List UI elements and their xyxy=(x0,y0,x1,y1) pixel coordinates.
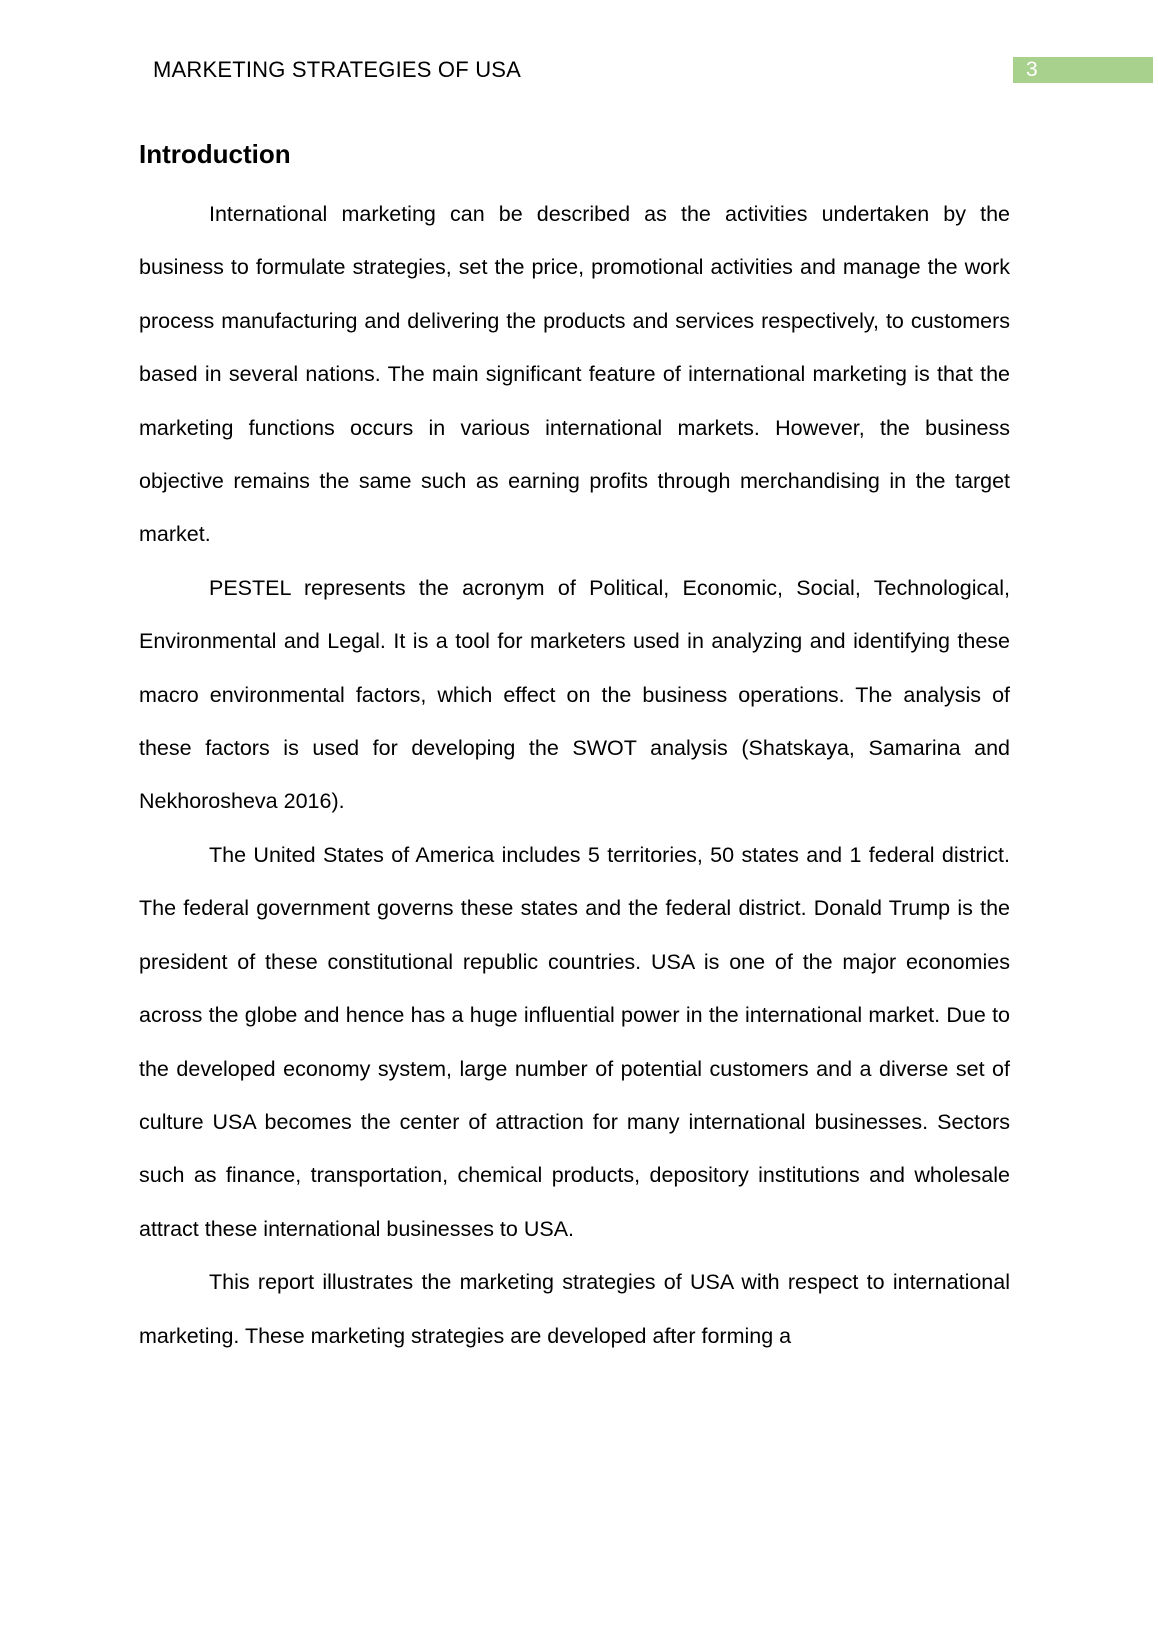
page-number: 3 xyxy=(1026,58,1038,81)
body-text xyxy=(139,188,1010,1363)
paragraph-pestel: PESTEL represents the acronym of Political, Economic, Social, Technological, Environmental and Legal. It is a tool for marketers used in analyzing and identifying these macro environmental factors, which effect on the business operations. The analysis of these factors is used for developing the SWOT analysis (Shatskaya, Samarina and Nekhorosheva 2016). xyxy=(139,575,1010,814)
paragraph-report-scope: This report illustrates the marketing strategies of USA with respect to international marketing. These marketing strategies are developed after forming a xyxy=(139,1270,1010,1348)
paragraph-definition: International marketing can be described as the activities undertaken by the business to formulate strategies, set the price, promotional activities and manage the work process manufacturing and delivering the products and services respectively, to customers based in several nations. The main significant feature of international marketing is that the marketing functions occurs in various international markets. However, the business objective remains the same such as earning profits through merchandising in the target market. xyxy=(139,202,1010,547)
paragraph-usa-overview: The United States of America includes 5 territories, 50 states and 1 federal district. The federal government governs these states and the federal district. Donald Trump is the president of these constitutional republic countries. USA is one of the major economies across the globe and hence has a huge influential power in the international market. Due to the developed economy system, large number of potential customers and a diverse set of culture USA becomes the center of attraction for many international businesses. Sectors such as finance, transportation, chemical products, depository institutions and wholesale attract these international businesses to USA. xyxy=(139,842,1010,1241)
section-heading: Introduction xyxy=(139,139,291,169)
running-head: MARKETING STRATEGIES OF USA xyxy=(153,57,522,82)
page-number-box xyxy=(1013,57,1153,83)
